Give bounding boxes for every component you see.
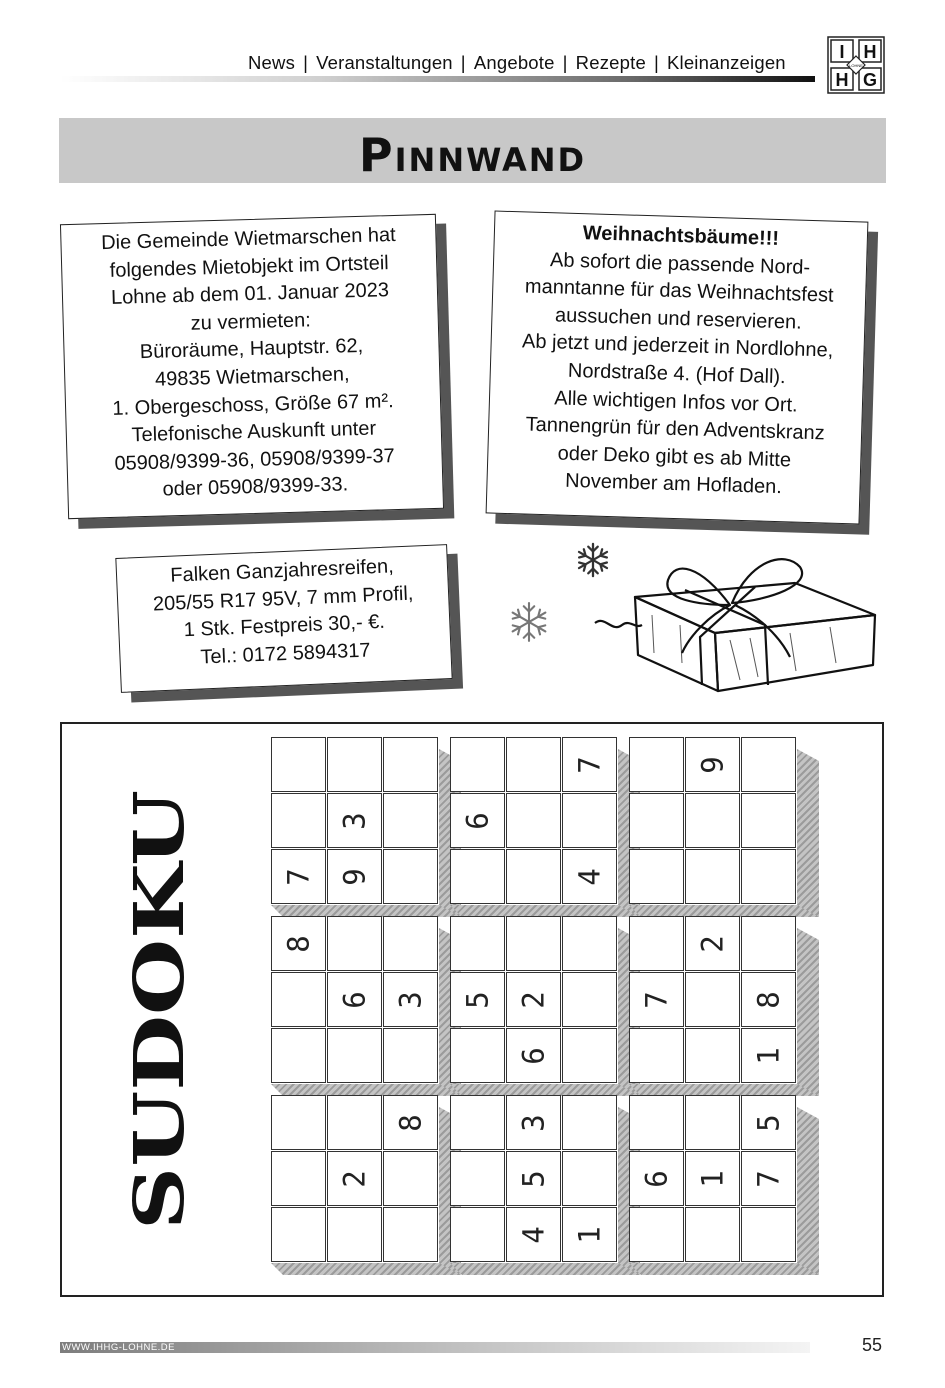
- sudoku-cell[interactable]: [506, 1095, 561, 1150]
- nav-item-rezepte[interactable]: Rezepte: [575, 52, 646, 73]
- logo-letter: I: [839, 42, 845, 62]
- sudoku-cell[interactable]: [562, 849, 617, 904]
- page-number: 55: [862, 1335, 883, 1355]
- sudoku-cell[interactable]: [629, 1151, 684, 1206]
- nav-separator: |: [303, 52, 309, 73]
- sudoku-cell[interactable]: [271, 1028, 326, 1083]
- sudoku-cell[interactable]: [271, 1207, 326, 1262]
- sudoku-cell[interactable]: [383, 972, 438, 1027]
- notice-tires: [115, 544, 452, 693]
- notice-line: Ab sofort die passende Nord-: [549, 248, 811, 279]
- sudoku-cell[interactable]: [327, 1095, 382, 1150]
- sudoku-digit: 5: [751, 1113, 786, 1132]
- nav-item-news[interactable]: News: [248, 52, 296, 73]
- notice-line: November am Hofladen.: [564, 470, 783, 499]
- sudoku-cell[interactable]: [685, 916, 740, 971]
- sudoku-cell[interactable]: [562, 916, 617, 971]
- sudoku-digit: 9: [695, 755, 730, 774]
- sudoku-digit: 5: [516, 1169, 551, 1188]
- sudoku-cell[interactable]: [383, 1207, 438, 1262]
- sudoku-cell[interactable]: [383, 916, 438, 971]
- sudoku-cell[interactable]: [562, 1028, 617, 1083]
- sudoku-cell[interactable]: [741, 1095, 796, 1150]
- sudoku-cell[interactable]: [383, 849, 438, 904]
- notice-line: Nordstraße 4. (Hof Dall).: [567, 359, 787, 389]
- notice-line: 205/55 R17 95V, 7 mm Profil,: [152, 582, 414, 616]
- sudoku-cell[interactable]: [506, 737, 561, 792]
- snowflake-icon: [508, 601, 550, 643]
- sudoku-cell[interactable]: [629, 972, 684, 1027]
- header-rule: [60, 76, 815, 82]
- sudoku-cell[interactable]: [450, 972, 505, 1027]
- sudoku-digit: 7: [639, 990, 674, 1009]
- sudoku-digit: 6: [337, 990, 372, 1009]
- sudoku-digit: 8: [393, 1113, 428, 1132]
- sudoku-cell[interactable]: [629, 793, 684, 848]
- notice-line: manntanne für das Weihnachtsfest: [524, 275, 834, 307]
- logo-letter: H: [863, 42, 877, 62]
- logo-letter: H: [835, 70, 849, 90]
- sudoku-cell[interactable]: [271, 737, 326, 792]
- notice-line: oder 05908/9399-33.: [162, 473, 349, 501]
- sudoku-cell[interactable]: [562, 972, 617, 1027]
- sudoku-block-shadow: [629, 1263, 819, 1275]
- sudoku-digit: 6: [460, 811, 495, 830]
- sudoku-cell[interactable]: [506, 1151, 561, 1206]
- notice-line: Alle wichtigen Infos vor Ort.: [553, 386, 798, 417]
- sudoku-cell[interactable]: [327, 737, 382, 792]
- sudoku-cell[interactable]: [327, 1151, 382, 1206]
- sudoku-digit: 7: [572, 755, 607, 774]
- sudoku-cell[interactable]: [685, 1151, 740, 1206]
- logo-center-text: LOHNE: [849, 63, 863, 68]
- sudoku-cell[interactable]: [383, 1095, 438, 1150]
- sudoku-digit: 1: [572, 1225, 607, 1244]
- sudoku-cell[interactable]: [383, 1028, 438, 1083]
- sudoku-cell[interactable]: [327, 793, 382, 848]
- sudoku-cell[interactable]: [685, 972, 740, 1027]
- sudoku-digit: 2: [337, 1169, 372, 1188]
- notice-line: Büroräume, Hauptstr. 62,: [139, 335, 364, 364]
- sudoku-cell[interactable]: [741, 1151, 796, 1206]
- sudoku-cell[interactable]: [506, 916, 561, 971]
- notice-line: Tel.: 0172 5894317: [200, 639, 371, 669]
- sudoku-cell[interactable]: [741, 849, 796, 904]
- sudoku-cell[interactable]: [506, 849, 561, 904]
- top-navigation: [248, 52, 786, 74]
- sudoku-cell[interactable]: [741, 737, 796, 792]
- sudoku-title: [120, 785, 200, 1230]
- sudoku-digit: 9: [337, 867, 372, 886]
- title-band: [59, 118, 886, 183]
- sudoku-cell[interactable]: [271, 849, 326, 904]
- logo-letter: G: [862, 70, 878, 90]
- nav-item-kleinanzeigen[interactable]: Kleinanzeigen: [666, 52, 786, 73]
- sudoku-cell[interactable]: [450, 1207, 505, 1262]
- sudoku-cell[interactable]: [562, 793, 617, 848]
- sudoku-cell[interactable]: [450, 916, 505, 971]
- sudoku-cell[interactable]: [383, 737, 438, 792]
- sudoku-digit: 5: [460, 990, 495, 1009]
- sudoku-cell[interactable]: [685, 1095, 740, 1150]
- notice-line: 1 Stk. Festpreis 30,- €.: [183, 610, 386, 642]
- nav-separator: |: [653, 52, 659, 73]
- sudoku-cell[interactable]: [685, 1028, 740, 1083]
- sudoku-cell[interactable]: [741, 972, 796, 1027]
- sudoku-cell[interactable]: [629, 1095, 684, 1150]
- sudoku-cell[interactable]: [450, 1151, 505, 1206]
- sudoku-cell[interactable]: [741, 1207, 796, 1262]
- sudoku-cell[interactable]: [629, 1207, 684, 1262]
- notice-rental: [60, 214, 444, 519]
- notice-line: 05908/9399-36, 05908/9399-37: [114, 444, 395, 475]
- sudoku-cell[interactable]: [629, 849, 684, 904]
- sudoku-cell[interactable]: [450, 737, 505, 792]
- sudoku-cell[interactable]: [741, 793, 796, 848]
- nav-separator: |: [460, 52, 466, 73]
- sudoku-digit: 7: [281, 867, 316, 886]
- nav-item-angebote[interactable]: Angebote: [473, 52, 555, 73]
- notice-line: zu vermieten:: [190, 309, 312, 335]
- notice-heading: Weihnachtsbäume!!!: [582, 222, 780, 250]
- footer-url[interactable]: WWW.IHHG-LOHNE.DE: [62, 1342, 175, 1353]
- sudoku-label: SUDOKU: [120, 887, 200, 1230]
- sudoku-cell[interactable]: [562, 1095, 617, 1150]
- sudoku-cell[interactable]: [685, 793, 740, 848]
- notice-line: aussuchen und reservieren.: [554, 304, 803, 334]
- sudoku-digit: 7: [751, 1169, 786, 1188]
- sudoku-cell[interactable]: [450, 1028, 505, 1083]
- sudoku-cell[interactable]: [629, 1028, 684, 1083]
- sudoku-block-shadow: [271, 1263, 461, 1275]
- page-title: Pinnwand: [358, 128, 587, 182]
- notice-line: Ab jetzt und jederzeit in Nordlohne,: [521, 330, 834, 362]
- sudoku-cell[interactable]: [450, 1095, 505, 1150]
- notice-line: Lohne ab dem 01. Januar 2023: [110, 279, 390, 310]
- sudoku-block-shadow: [797, 1107, 819, 1275]
- sudoku-digit: 3: [337, 811, 372, 830]
- sudoku-cell[interactable]: [562, 1151, 617, 1206]
- sudoku-digit: 1: [695, 1169, 730, 1188]
- sudoku-digit: 4: [516, 1225, 551, 1244]
- notice-line: Tannengrün für den Adventskranz: [525, 413, 825, 445]
- sudoku-cell[interactable]: [506, 972, 561, 1027]
- notice-line: Falken Ganzjahresreifen,: [169, 555, 395, 587]
- logo-icon: [827, 36, 885, 94]
- sudoku-cell[interactable]: [271, 793, 326, 848]
- sudoku-digit: 6: [516, 1046, 551, 1065]
- sudoku-cell[interactable]: [383, 1151, 438, 1206]
- notice-line: oder Deko gibt es ab Mitte: [557, 442, 792, 472]
- notice-line: Telefonische Auskunft unter: [131, 417, 377, 447]
- nav-item-veranstaltungen[interactable]: Veranstaltungen: [316, 52, 453, 73]
- sudoku-digit: 6: [639, 1169, 674, 1188]
- sudoku-digit: 3: [393, 990, 428, 1009]
- sudoku-cell[interactable]: [741, 916, 796, 971]
- sudoku-cell[interactable]: [327, 972, 382, 1027]
- sudoku-cell[interactable]: [685, 849, 740, 904]
- sudoku-cell[interactable]: [629, 737, 684, 792]
- sudoku-cell[interactable]: [506, 793, 561, 848]
- sudoku-cell[interactable]: [271, 1095, 326, 1150]
- sudoku-digit: 4: [572, 867, 607, 886]
- sudoku-block-shadow: [797, 928, 819, 1096]
- sudoku-digit: 2: [516, 990, 551, 1009]
- sudoku-cell[interactable]: [629, 916, 684, 971]
- sudoku-cell[interactable]: [685, 737, 740, 792]
- notice-line: 1. Obergeschoss, Größe 67 m².: [112, 389, 394, 420]
- sudoku-digit: 2: [695, 934, 730, 953]
- sudoku-cell[interactable]: [450, 849, 505, 904]
- sudoku-cell[interactable]: [506, 1207, 561, 1262]
- sudoku-cell[interactable]: [327, 1028, 382, 1083]
- sudoku-cell[interactable]: [271, 972, 326, 1027]
- notice-christmas-trees: [486, 211, 869, 525]
- sudoku-block-shadow: [797, 749, 819, 917]
- sudoku-cell[interactable]: [327, 916, 382, 971]
- sudoku-digit: 1: [751, 1046, 786, 1065]
- nav-separator: |: [562, 52, 568, 73]
- sudoku-cell[interactable]: [327, 1207, 382, 1262]
- sudoku-cell[interactable]: [506, 1028, 561, 1083]
- sudoku-cell[interactable]: [685, 1207, 740, 1262]
- sudoku-cell[interactable]: [741, 1028, 796, 1083]
- sudoku-digit: 3: [516, 1113, 551, 1132]
- sudoku-digit: 8: [281, 934, 316, 953]
- sudoku-cell[interactable]: [450, 793, 505, 848]
- gift-icon: [590, 545, 885, 695]
- sudoku-cell[interactable]: [327, 849, 382, 904]
- notice-line: Die Gemeinde Wietmarschen hat: [100, 223, 396, 255]
- notice-line: 49835 Wietmarschen,: [154, 363, 350, 391]
- notice-line: folgendes Mietobjekt im Ortsteil: [109, 251, 389, 282]
- sudoku-block-shadow: [450, 1263, 640, 1275]
- sudoku-cell[interactable]: [271, 1151, 326, 1206]
- sudoku-cell[interactable]: [562, 737, 617, 792]
- sudoku-cell[interactable]: [271, 916, 326, 971]
- sudoku-cell[interactable]: [383, 793, 438, 848]
- sudoku-cell[interactable]: [562, 1207, 617, 1262]
- sudoku-digit: 8: [751, 990, 786, 1009]
